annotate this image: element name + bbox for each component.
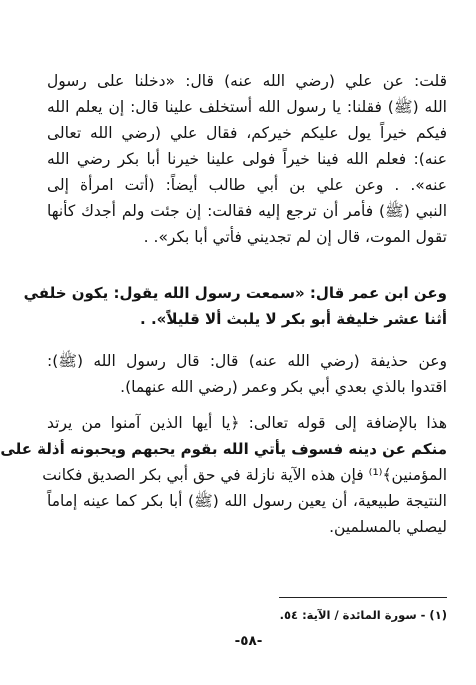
text-line: قلت: عن علي (رضي الله عنه) قال: «دخلنا على رسول xyxy=(47,72,447,90)
footnote: (١) - سورة المائدة / الآية: ٥٤. xyxy=(279,608,447,622)
page-number: -٥٨- xyxy=(234,633,263,649)
text-line: وعن حذيفة (رضي الله عنه) قال: قال رسول الله (ﷺ): xyxy=(47,352,447,370)
text-line: اقتدوا بالذي بعدي أبي بكر وعمر (رضي الله عنهما). xyxy=(120,378,447,396)
text-line: وعن ابن عمر قال: «سمعت رسول الله يقول: يكون خلفي xyxy=(23,284,447,302)
paragraph-ibn-umar-hadith xyxy=(23,280,447,332)
text-line: منكم عن دينه فسوف يأتي الله بقوم يحبهم ويحبونه أذلة على xyxy=(0,440,447,458)
text-line: أثنا عشر خليفة أبو بكر لا يلبث ألا قليلاً». . xyxy=(140,310,447,328)
paragraph-ali-hadith xyxy=(47,68,447,250)
text-line: ليصلي بالمسلمين. xyxy=(329,518,447,536)
text-line: الله (ﷺ) فقلنا: يا رسول الله أستخلف علينا قال: إن يعلم الله xyxy=(47,98,447,116)
paragraph-hudhayfa-hadith xyxy=(47,348,447,400)
paragraph-quran-verse xyxy=(0,410,447,540)
footnote-divider xyxy=(279,597,447,598)
text-line: عنه». . وعن علي بن أبي طالب أيضاً: (أتت امرأة إلى xyxy=(47,176,447,194)
text-line: عنه): فعلم الله فينا خيراً فولى علينا خيرنا أبا بكر رضي الله xyxy=(47,150,447,168)
text-line: النتيجة طبيعية، أن يعين رسول الله (ﷺ) أبا بكر كما عينه إماماً xyxy=(47,492,447,510)
text-line: المؤمنين﴾⁽¹⁾ فإن هذه الآية نازلة في حق أبي بكر الصديق فكانت xyxy=(42,466,447,484)
text-line: النبي (ﷺ) فأمر أن ترجع إليه فقالت: إن جئت ولم أجدك كأنها xyxy=(47,202,447,220)
text-line: هذا بالإضافة إلى قوله تعالى: ﴿يا أيها الذين آمنوا من يرتد xyxy=(47,414,447,432)
text-line: فيكم خيراً يول عليكم خيركم، فقال علي (رضي الله تعالى xyxy=(47,124,447,142)
text-line: تقول الموت، قال إن لم تجديني فأتي أبا بكر». . xyxy=(143,228,447,246)
